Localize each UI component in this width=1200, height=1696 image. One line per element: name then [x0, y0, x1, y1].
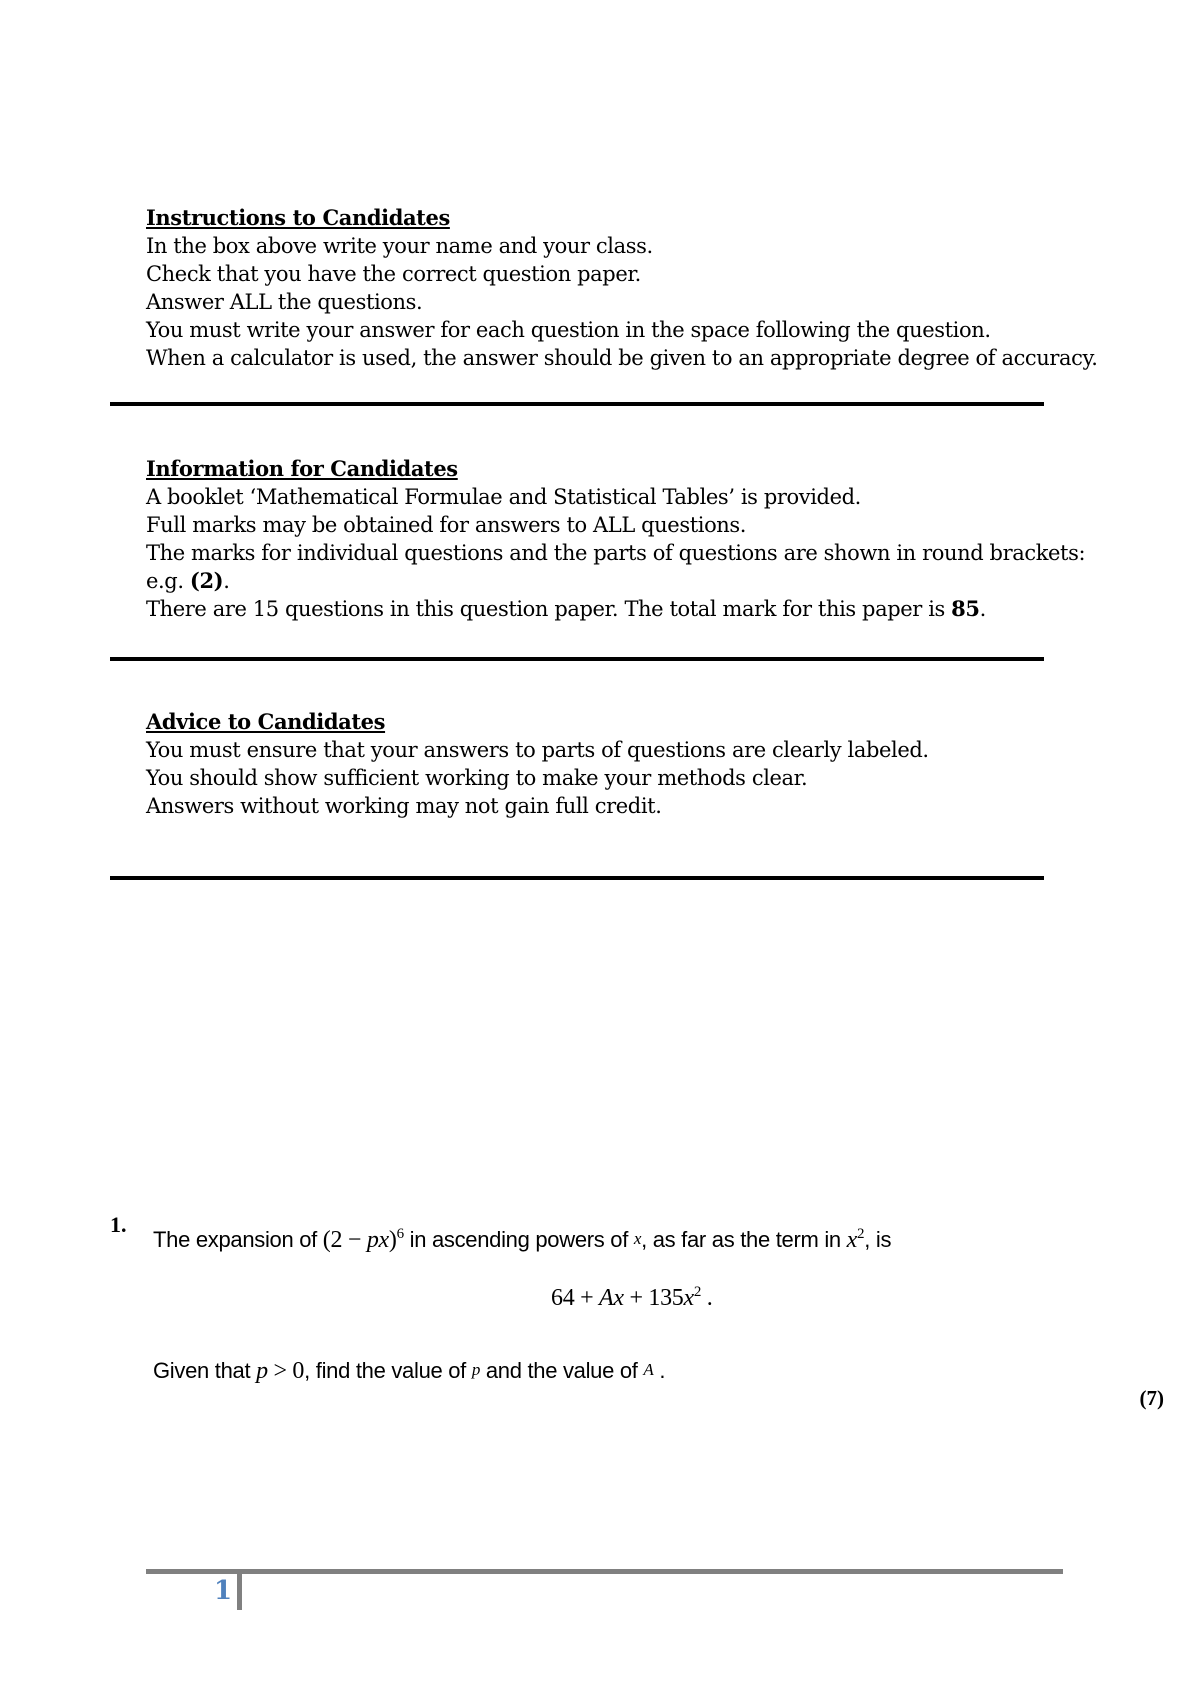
advice-section	[146, 708, 1046, 820]
condition-expression	[256, 1358, 304, 1384]
question-text: , is	[864, 1227, 892, 1252]
total-mark-text: There are 15 questions in this question paper. The total mark for this paper is	[146, 597, 952, 621]
question-text: in ascending powers of	[409, 1227, 634, 1252]
advice-heading: Advice to Candidates	[146, 709, 386, 734]
section-divider	[110, 657, 1044, 661]
term-base: x	[846, 1227, 858, 1253]
example-suffix: .	[223, 569, 230, 593]
advice-line: Answers without working may not gain full credit.	[146, 794, 662, 818]
footer-divider	[237, 1572, 242, 1610]
total-mark-value: 85	[951, 596, 980, 621]
question-text: .	[653, 1358, 666, 1383]
question-text: The expansion of	[153, 1227, 323, 1252]
information-section	[146, 455, 1086, 623]
section-divider	[110, 876, 1044, 880]
expansion-part: x	[683, 1285, 694, 1311]
expansion-end: .	[701, 1285, 713, 1311]
instructions-heading: Instructions to Candidates	[146, 205, 450, 230]
question-text: and the value of	[480, 1358, 644, 1383]
expansion-part: 64 +	[551, 1285, 600, 1311]
expr-close: )	[388, 1227, 397, 1253]
expr-var: px	[366, 1227, 389, 1253]
condition-rest: > 0	[267, 1358, 305, 1384]
example-marks: (2)	[189, 568, 224, 593]
term-exponent: 2	[857, 1226, 865, 1242]
question-marks: (7)	[1139, 1386, 1164, 1410]
expansion-exponent: 2	[693, 1284, 702, 1300]
advice-line: You must ensure that your answers to parts of questions are clearly labeled.	[146, 738, 929, 762]
information-line: Full marks may be obtained for answers to ALL questions.	[146, 513, 747, 537]
instructions-section	[146, 204, 1098, 372]
instruction-line: Answer ALL the questions.	[146, 290, 423, 314]
information-line	[146, 595, 1046, 623]
instruction-line: You must write your answer for each question in the space following the question.	[146, 318, 991, 342]
question-line	[153, 1226, 891, 1254]
information-line: The marks for individual questions and the parts of questions are shown in round brackets:	[146, 541, 1086, 565]
expansion-expression	[551, 1285, 712, 1311]
example-prefix: e.g.	[146, 569, 190, 593]
question-number: 1.	[110, 1212, 127, 1237]
section-divider	[110, 402, 1044, 406]
expansion-part: Ax	[599, 1285, 624, 1311]
condition-var: p	[256, 1358, 268, 1384]
question-text: Given that	[153, 1358, 257, 1383]
binomial-expression	[323, 1227, 404, 1253]
expansion-line	[551, 1284, 712, 1312]
term-x-squared	[847, 1227, 865, 1253]
footer-rule	[146, 1569, 1063, 1574]
question-line	[153, 1358, 665, 1385]
expansion-part: + 135	[623, 1285, 684, 1311]
advice-line: You should show sufficient working to make your methods clear.	[146, 766, 808, 790]
instruction-line: Check that you have the correct question paper.	[146, 262, 641, 286]
expr-exponent: 6	[396, 1226, 404, 1242]
information-heading: Information for Candidates	[146, 456, 458, 481]
expr-base: (2 −	[322, 1227, 367, 1253]
instruction-line: In the box above write your name and your class.	[146, 234, 653, 258]
total-mark-suffix: .	[979, 597, 986, 621]
information-line: A booklet ‘Mathematical Formulae and Statistical Tables’ is provided.	[146, 485, 861, 509]
variable-a: A	[643, 1360, 654, 1379]
question-text: , as far as the term in	[641, 1227, 847, 1252]
page-number: 1	[214, 1576, 233, 1606]
variable-p: p	[471, 1360, 481, 1379]
information-line	[146, 567, 1046, 595]
question-text: , find the value of	[304, 1358, 472, 1383]
instruction-line: When a calculator is used, the answer should be given to an appropriate degree of accuracy.	[146, 346, 1098, 370]
variable-x: x	[633, 1229, 642, 1248]
